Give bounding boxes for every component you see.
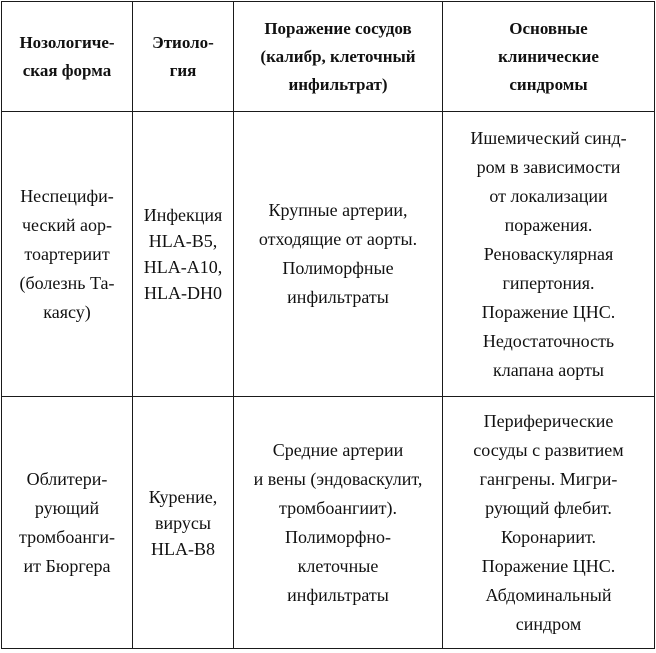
cell-vessel-damage [234,112,443,397]
table-row-buerger [2,397,655,649]
cell-etiology [133,397,234,649]
cell-text-line: Коронариит. [500,526,596,547]
cell-text-line: тоартериит [24,243,110,264]
cell-clinical-syndromes [443,112,655,397]
table-row-takayasu [2,112,655,397]
cell-text-line: сосуды с развитием [473,439,624,460]
cell-text-line: Абдоминальный [485,584,612,605]
cell-text-line: от локализации [489,185,608,206]
cell-text-line: тромбоангиит). [279,497,397,518]
cell-text-line: (калибр, клеточный [260,46,416,66]
cell-text-line: Средние артерии [272,439,404,460]
cell-text-line: рующий флебит. [485,497,612,518]
cell-text-line: ческий аор- [22,214,112,235]
cell-text-line: Поражение сосудов [264,18,412,38]
cell-text-line: Этиоло- [152,32,214,52]
cell-etiology [133,112,234,397]
cell-text-line: Реноваскулярная [483,243,614,264]
cell-text-line: ит Бюргера [23,555,111,576]
cell-text-line: инфильтраты [287,584,389,605]
cell-clinical-syndromes [443,397,655,649]
cell-text-line: Поражение ЦНС. [481,555,616,576]
cell-text-line: тромбоанги- [19,526,115,547]
header-clinical-syndromes [443,2,655,112]
cell-text-line: ром в зависимости [476,156,621,177]
cell-text-line: гия [169,60,197,80]
cell-vessel-damage [234,397,443,649]
cell-text-line: Крупные артерии, [268,200,408,220]
header-vessel-damage [234,2,443,112]
cell-text-line: отходящие от аорты. [258,229,418,249]
cell-text-line: HLA-B5, [148,231,218,251]
cell-text-line: HLA-A10, [143,257,223,277]
cell-text-line: ская форма [22,60,112,80]
cell-text-line: клеточные [297,555,379,576]
cell-text-line: рующий [34,497,100,518]
cell-text-line: инфильтраты [287,287,389,307]
cell-nosological-form [2,397,133,649]
cell-text-line: клапана аорты [493,359,604,380]
cell-text-line: Ишемический синд- [470,127,627,148]
cell-text-line: Облитери- [26,468,108,489]
header-row [2,2,655,112]
cell-text-line: вирусы [155,512,211,533]
cell-text-line: Основные [509,18,588,38]
cell-text-line: (болезнь Та- [19,272,115,293]
cell-text-line: Полиморфные [282,258,394,278]
cell-text-line: поражения. [504,214,593,235]
cell-text-line: Недостаточность [482,330,615,351]
cell-text-line: Периферические [483,410,614,431]
cell-text-line: каясу) [43,301,91,322]
cell-text-line: гангрены. Мигри- [479,468,618,489]
cell-text-line: инфильтрат) [288,74,388,94]
header-nosological-form [2,2,133,112]
cell-text-line: Неспецифи- [20,185,114,206]
cell-text-line: Инфекция [143,205,223,225]
cell-nosological-form [2,112,133,397]
cell-text-line: синдромы [509,74,588,94]
cell-text-line: синдром [515,613,582,634]
cell-text-line: HLA-B8 [151,538,215,559]
cell-text-line: HLA-DH0 [144,283,222,303]
cell-text-line: Полиморфно- [284,526,392,547]
cell-text-line: и вены (эндоваскулит, [253,468,423,489]
cell-text-line: клинические [498,46,599,66]
cell-text-line: Поражение ЦНС. [481,301,616,322]
cell-text-line: Нозологиче- [19,32,115,52]
cell-text-line: Курение, [148,486,218,507]
cell-text-line: гипертония. [502,272,595,293]
header-etiology [133,2,234,112]
nosology-table [1,1,655,649]
